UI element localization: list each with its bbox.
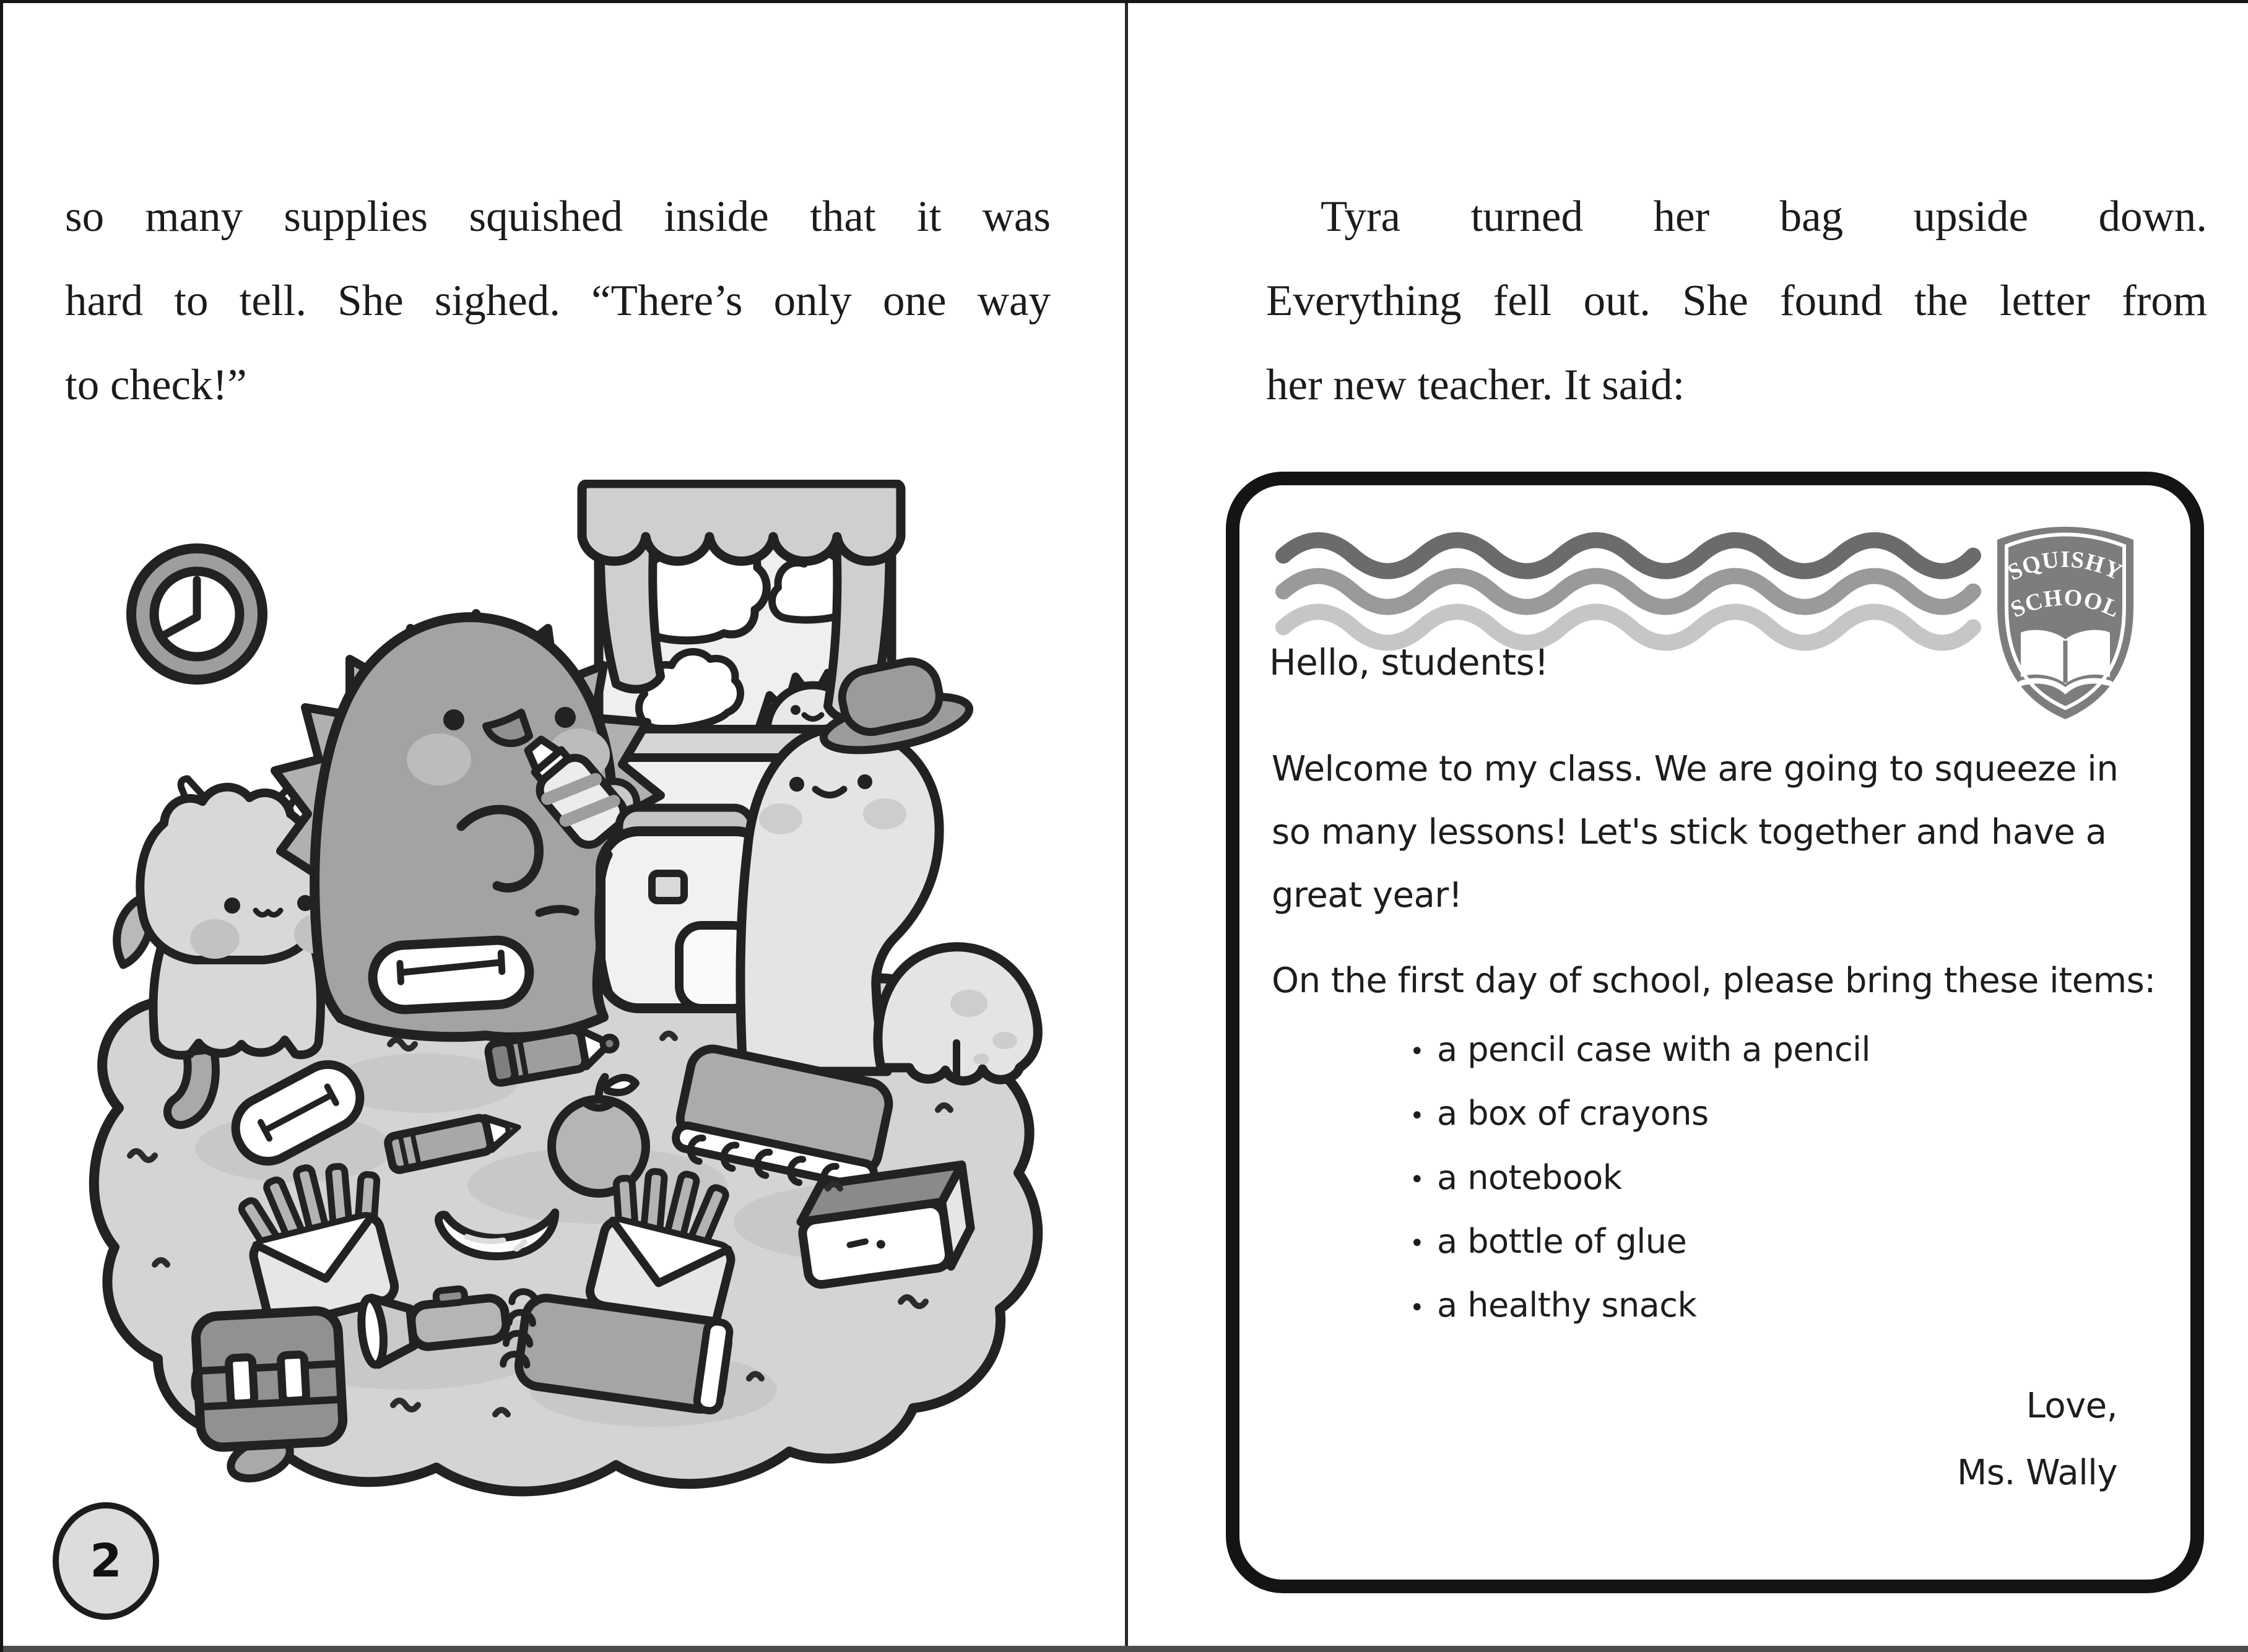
- story-line: to check!”: [65, 361, 247, 409]
- signature-line: Ms. Wally: [1957, 1453, 2117, 1493]
- school-badge: [1994, 512, 2137, 723]
- list-item: [1410, 1211, 1870, 1274]
- letter-body-line: so many lessons! Let's stick together and have a: [1272, 812, 2107, 852]
- list-item-text: a pencil case with a pencil: [1437, 1030, 1871, 1069]
- badge-text-line2: SCHOOL: [2007, 584, 2124, 623]
- badge-text-line1: SQUISHY: [2003, 546, 2127, 586]
- list-item-text: a bottle of glue: [1437, 1222, 1687, 1261]
- story-line: Everything fell out. She found the letter from: [1266, 277, 2207, 325]
- left-page-text: [65, 175, 1051, 427]
- page-number: 2: [90, 1534, 122, 1588]
- list-item: [1410, 1083, 1870, 1146]
- bullet-icon: •: [1410, 1165, 1425, 1195]
- story-line: hard to tell. She sighed. “There’s only one way: [65, 277, 1051, 325]
- bullet-icon: •: [1410, 1229, 1425, 1258]
- page-bottom-edge: [3, 1646, 2248, 1652]
- bullet-icon: •: [1410, 1293, 1425, 1322]
- story-line: Tyra turned her bag upside down.: [1321, 192, 2207, 241]
- teacher-letter-card: [1226, 472, 2204, 1593]
- letter-body-line: Welcome to my class. We are going to squeeze in: [1272, 749, 2119, 789]
- letter-body: [1272, 738, 2118, 927]
- signature-line: Love,: [2026, 1386, 2117, 1426]
- letter-items-intro: On the first day of school, please bring these items:: [1272, 961, 2156, 1001]
- letter-body-line: great year!: [1272, 875, 1462, 915]
- letter-greeting: Hello, students!: [1269, 641, 1549, 683]
- list-item-text: a notebook: [1437, 1157, 1622, 1197]
- page-number-badge: [53, 1502, 159, 1620]
- right-page-text: [1266, 175, 2207, 427]
- list-item: [1410, 1147, 1870, 1211]
- story-line: so many supplies squished inside that it was: [65, 192, 1051, 241]
- clock-icon: [131, 548, 263, 680]
- pencil-case-front: [371, 938, 531, 1011]
- classroom-illustration: [28, 480, 1105, 1569]
- bullet-icon: •: [1410, 1037, 1425, 1066]
- list-item-text: a healthy snack: [1437, 1286, 1697, 1325]
- letter-items-list: [1410, 1019, 1870, 1339]
- page-gutter-divider: [1125, 3, 1128, 1652]
- story-line: her new teacher. It said:: [1266, 361, 1685, 409]
- wave-lines-icon: [1275, 526, 1981, 657]
- eraser: [796, 1165, 976, 1286]
- list-item: [1410, 1274, 1870, 1338]
- list-item: [1410, 1019, 1870, 1083]
- letter-signature: [1957, 1373, 2117, 1507]
- bullet-icon: •: [1410, 1101, 1425, 1130]
- list-item-text: a box of crayons: [1437, 1094, 1709, 1133]
